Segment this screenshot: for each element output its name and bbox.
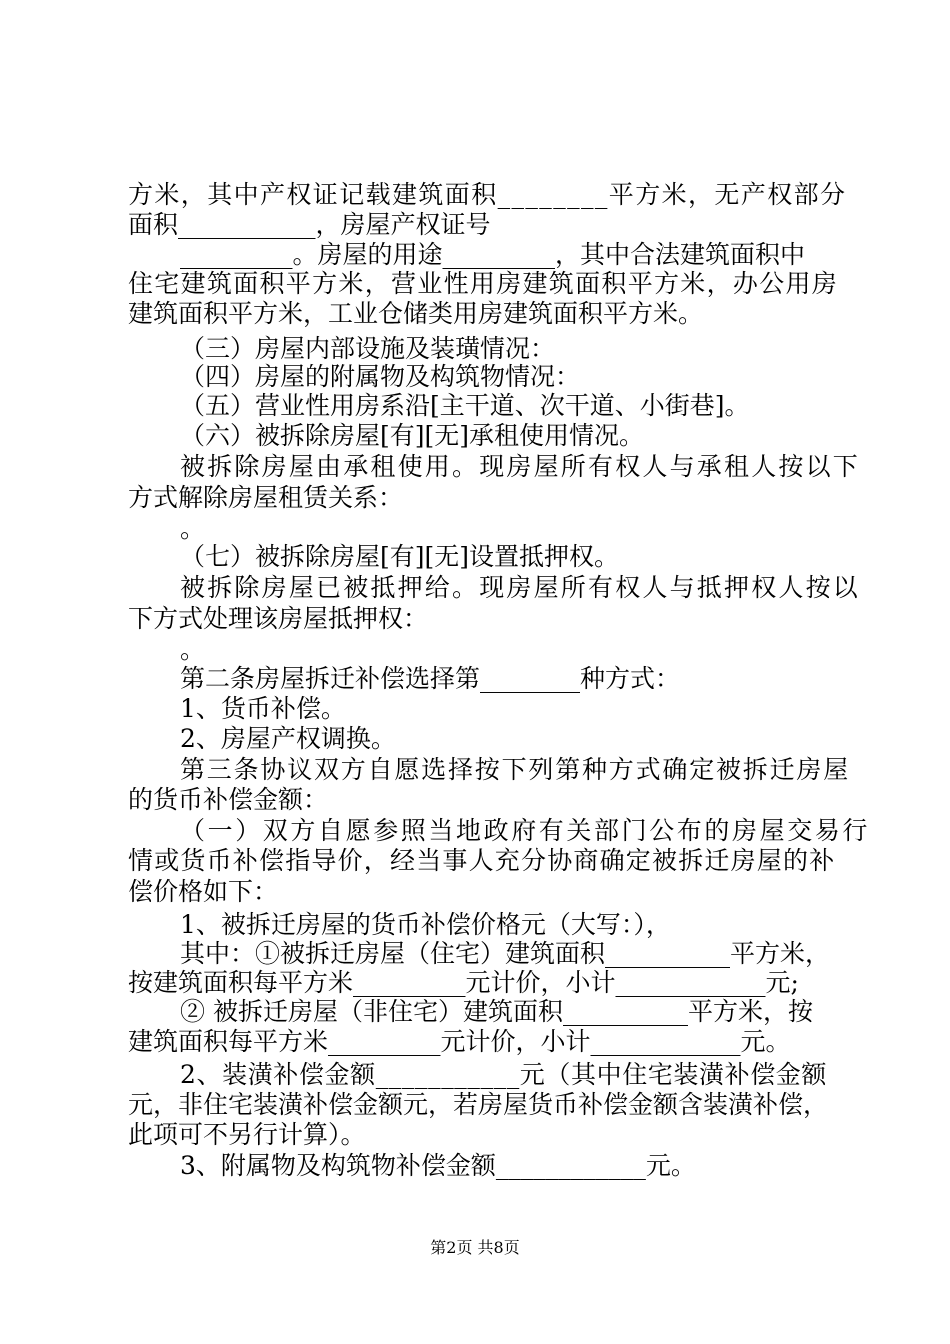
text-line-1: 方米，其中产权证记载建筑面积________平方米，无产权部分 — [128, 180, 847, 209]
text-line-26: 其中：①被拆迁房屋（住宅）建筑面积__________平方米， — [180, 939, 831, 968]
text-line-31: 元，非住宅装潢补偿金额元，若房屋货币补偿金额含装潢补偿， — [128, 1090, 829, 1119]
text-line-10: 被拆除房屋由承租使用。现房屋所有权人与承租人按以下 — [180, 452, 861, 481]
text-line-4: 住宅建筑面积平方米，营业性用房建筑面积平方米，办公用房 — [128, 269, 839, 298]
text-line-17: 第二条房屋拆迁补偿选择第________种方式： — [180, 664, 681, 693]
text-line-16: 。 — [180, 635, 206, 664]
text-line-28: ② 被拆迁房屋（非住宅）建筑面积__________平方米，按 — [180, 997, 813, 1026]
page-number-footer: 第2页 共8页 — [430, 1238, 520, 1257]
text-line-25: 1、被拆迁房屋的货币补偿价格元（大写：）， — [180, 910, 671, 939]
text-line-3: _________。房屋的用途_________，其中合法建筑面积中 — [180, 240, 806, 269]
text-line-32: 此项可不另行计算）。 — [128, 1120, 366, 1149]
text-line-27: 按建筑面积每平方米_________元计价，小计____________元; — [128, 968, 799, 997]
text-line-8: （五）营业性用房系沿[主干道、次干道、小街巷]。 — [180, 391, 750, 420]
text-line-2: 面积___________，房屋产权证号 — [128, 210, 491, 239]
text-line-33: 3、附属物及构筑物补偿金额____________元。 — [180, 1151, 696, 1180]
text-line-21: 的货币补偿金额： — [128, 785, 329, 814]
text-line-14: 被拆除房屋已被抵押给。现房屋所有权人与抵押权人按以 — [180, 573, 861, 602]
text-line-29: 建筑面积每平方米_________元计价，小计____________元。 — [128, 1027, 791, 1056]
text-line-15: 下方式处理该房屋抵押权： — [128, 604, 429, 633]
text-line-18: 1、货币补偿。 — [180, 694, 346, 723]
text-line-9: （六）被拆除房屋[有][无]承租使用情况。 — [180, 421, 645, 450]
text-line-24: 偿价格如下： — [128, 877, 279, 906]
text-line-30: 2、装潢补偿金额___________元（其中住宅装潢补偿金额 — [180, 1060, 828, 1089]
text-line-13: （七）被拆除房屋[有][无]设置抵押权。 — [180, 542, 620, 571]
text-line-19: 2、房屋产权调换。 — [180, 724, 396, 753]
text-line-23: 情或货币补偿指导价，经当事人充分协商确定被拆迁房屋的补 — [128, 846, 836, 875]
text-line-11: 方式解除房屋租赁关系： — [128, 483, 404, 512]
text-line-7: （四）房屋的附属物及构筑物情况： — [180, 362, 581, 391]
text-line-22: （一）双方自愿参照当地政府有关部门公布的房屋交易行 — [180, 816, 871, 845]
text-line-12: 。 — [180, 514, 206, 543]
text-line-6: （三）房屋内部设施及装璜情况： — [180, 334, 556, 363]
text-line-20: 第三条协议双方自愿选择按下列第种方式确定被拆迁房屋 — [180, 755, 851, 784]
text-line-5: 建筑面积平方米，工业仓储类用房建筑面积平方米。 — [128, 299, 704, 328]
